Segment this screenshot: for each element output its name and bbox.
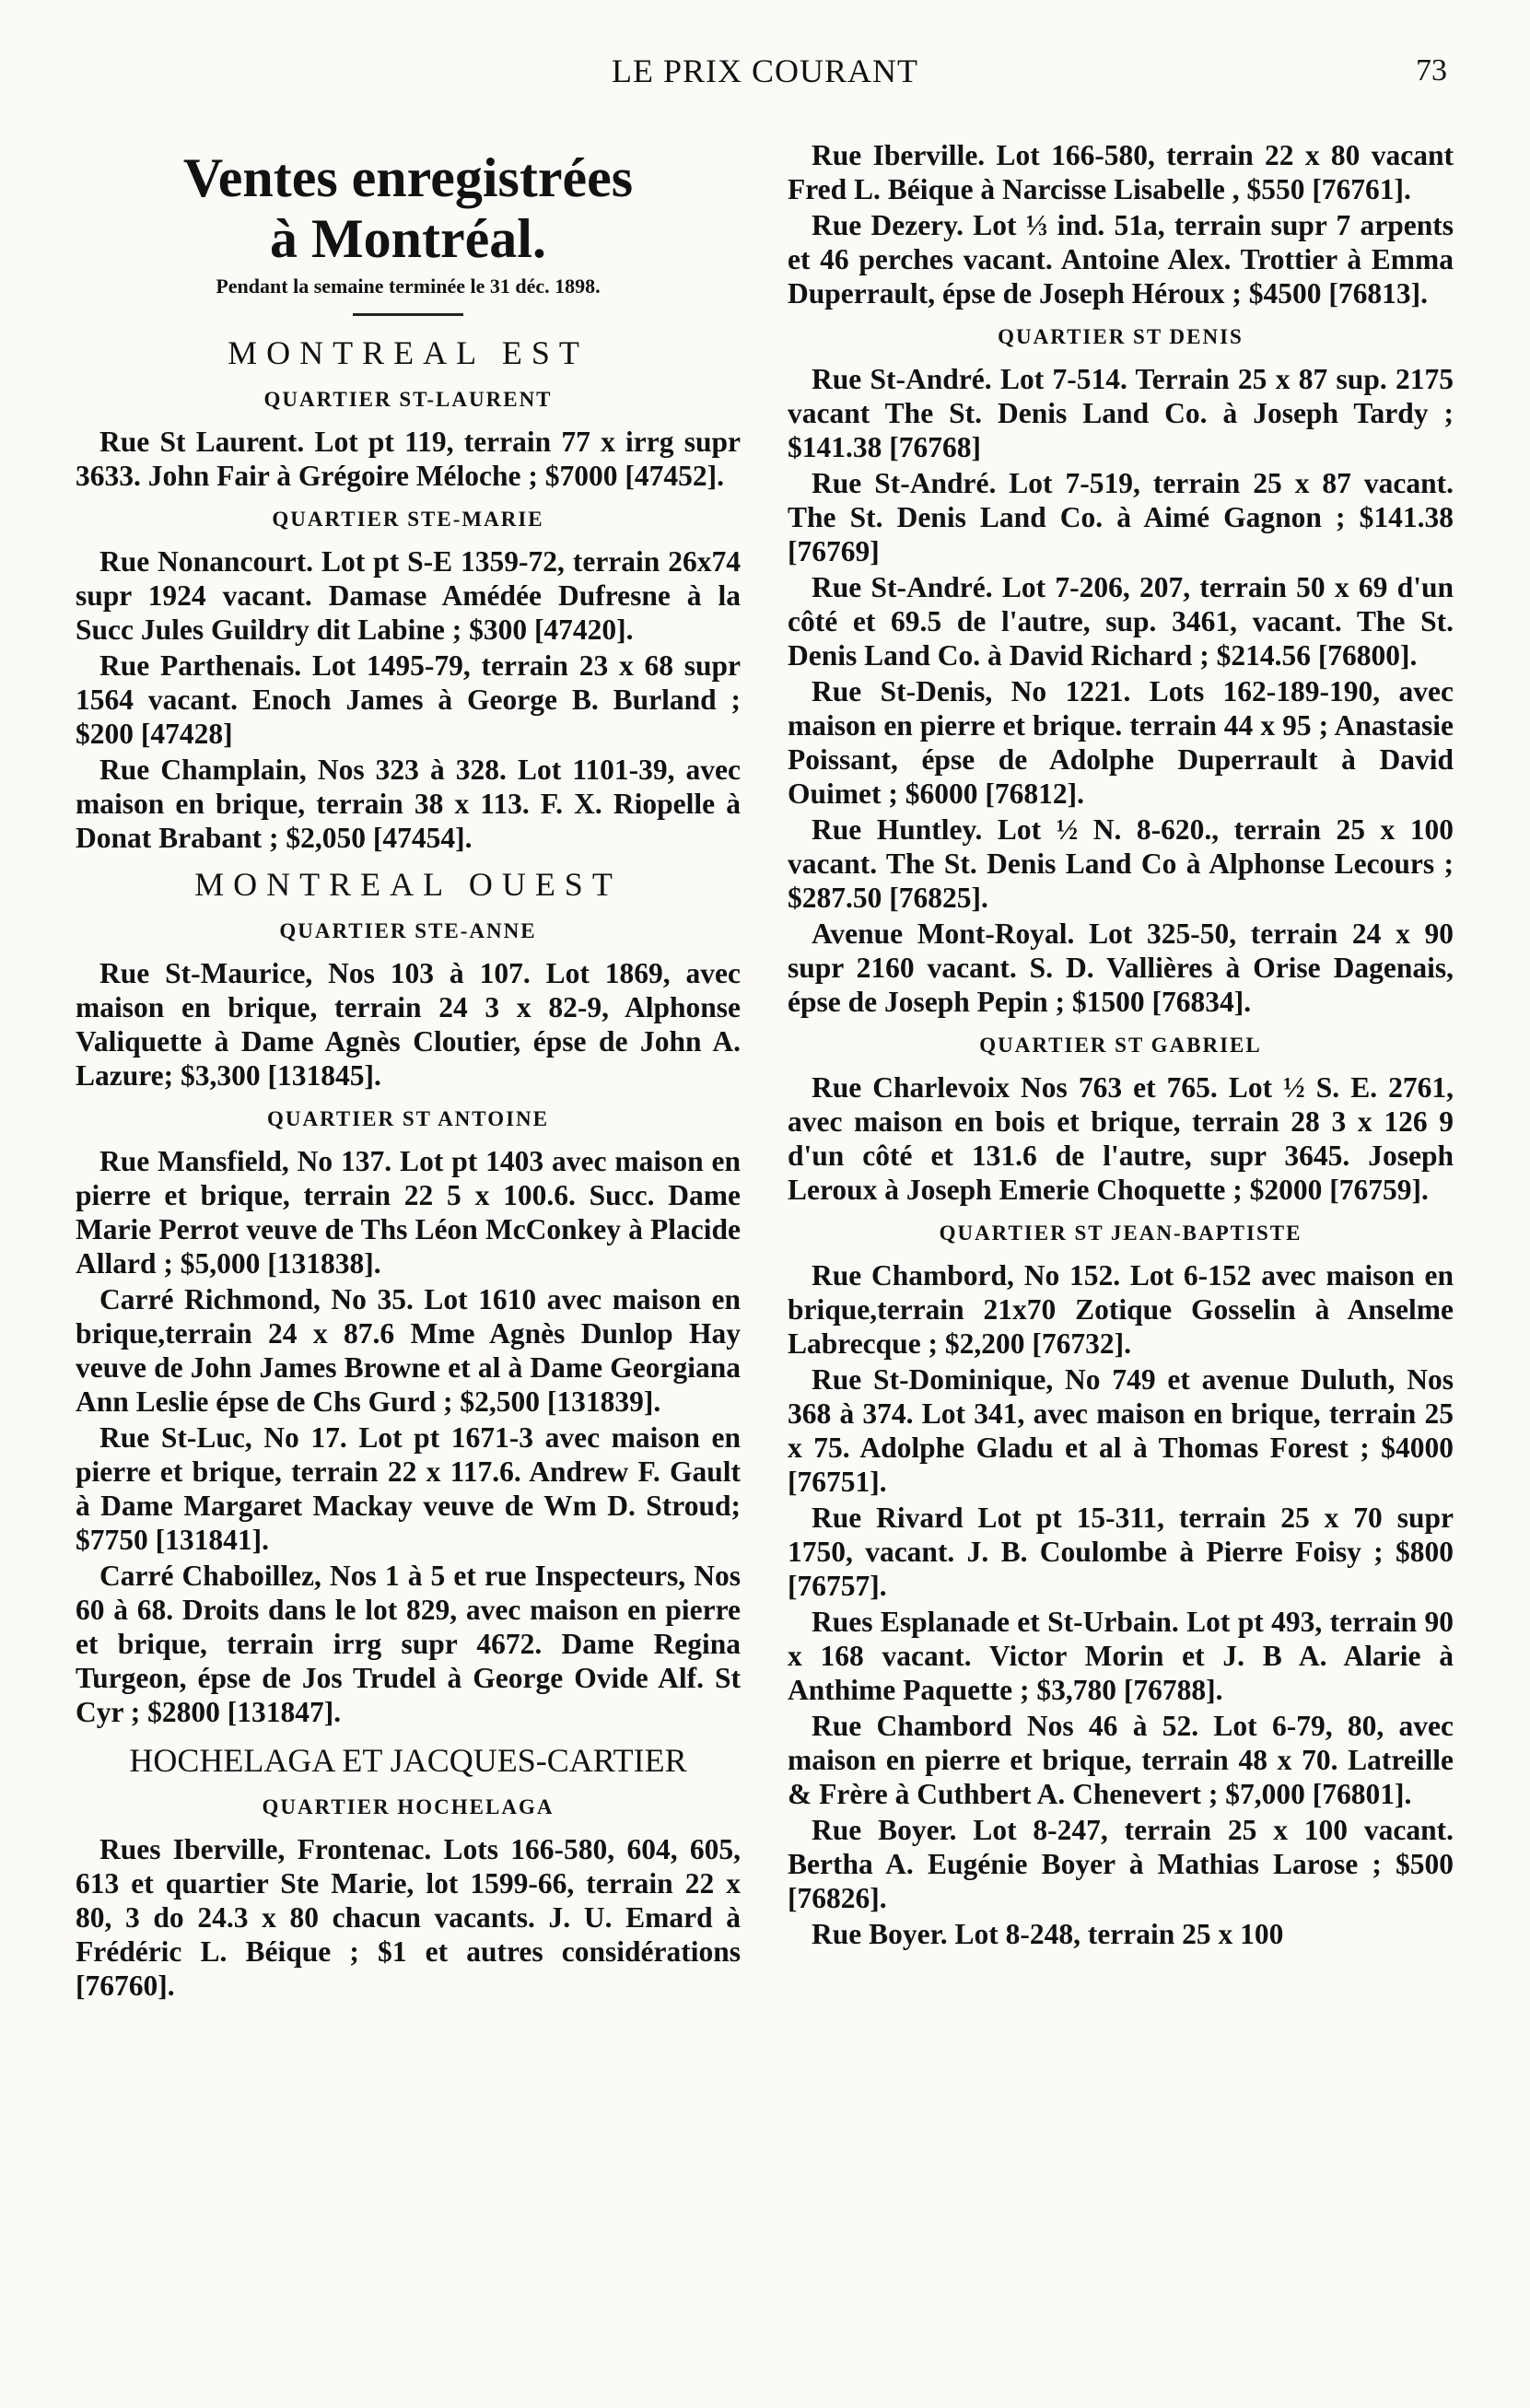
sale-entry: Rue St-Luc, No 17. Lot pt 1671-3 avec maison en pierre et brique, terrain 22 x 117.6. Andrew F. Gault à Dame Margaret Mackay veuve de Wm D. Stroud; $7750 [131841]. — [76, 1421, 741, 1556]
sale-entry: Rue Iberville. Lot 166-580, terrain 22 x 80 vacant Fred L. Béique à Narcisse Lisabelle , $550 [76761]. — [788, 139, 1454, 205]
sale-entry: Rue St-André. Lot 7-519, terrain 25 x 87 vacant. The St. Denis Land Co. à Aimé Gagnon ; $141.38 [76769] — [788, 467, 1454, 567]
quarter-heading: QUARTIER ST GABRIEL — [979, 1034, 1262, 1057]
sale-entry: Rue Mansfield, No 137. Lot pt 1403 avec maison en pierre et brique, terrain 22 5 x 100.6. Succ. Dame Marie Perrot veuve de Ths Léon McConkey à Placide Allard ; $5,000 [131838]. — [76, 1145, 741, 1280]
quarter-heading: QUARTIER ST ANTOINE — [266, 1107, 550, 1130]
area-heading: MONTREAL EST — [228, 334, 589, 371]
title-rule — [353, 313, 463, 316]
sale-entry: Rue St-Denis, No 1221. Lots 162-189-190, avec maison en pierre et brique. terrain 44 x 95 ; Anastasie Poissant, épse de Adolphe Duperrault à David Ouimet ; $6000 [76812]. — [788, 675, 1454, 810]
page-number: 73 — [1416, 53, 1447, 88]
sale-entry: Rue St-André. Lot 7-206, 207, terrain 50 x 69 d'un côté et 69.5 de l'autre, sup. 3461, vacant. The St. Denis Land Co. à David Richard ; $214.56 [76800]. — [788, 571, 1454, 672]
sale-entry: Carré Richmond, No 35. Lot 1610 avec maison en brique,terrain 24 x 87.6 Mme Agnès Dunlop Hay veuve de John James Browne et al à Dame Georgiana Ann Leslie épse de Chs Gurd ; $2,500 [131839]. — [76, 1283, 741, 1418]
sale-entry: Rue Chambord Nos 46 à 52. Lot 6-79, 80, avec maison en pierre et brique, terrain 48 x 70. Latreille & Frère à Cuthbert A. Chenevert ; $7,000 [76801]. — [788, 1710, 1454, 1810]
sale-entry: Rue Boyer. Lot 8-247, terrain 25 x 100 vacant. Bertha A. Eugénie Boyer à Mathias Larose ; $500 [76826]. — [788, 1814, 1454, 1914]
sale-entry: Rue Huntley. Lot ½ N. 8-620., terrain 25 x 100 vacant. The St. Denis Land Co à Alphonse Lecours ; $287.50 [76825]. — [788, 813, 1454, 914]
page-title: Ventes enregistrées — [182, 147, 634, 208]
sale-entry: Rue Champlain, Nos 323 à 328. Lot 1101-39, avec maison en brique, terrain 38 x 113. F. X. Riopelle à Donat Brabant ; $2,050 [47454]. — [76, 754, 741, 854]
sale-entry: Rue St Laurent. Lot pt 119, terrain 77 x irrg supr 3633. John Fair à Grégoire Méloche ; $7000 [47452]. — [76, 426, 741, 492]
quarter-heading: QUARTIER HOCHELAGA — [262, 1795, 555, 1818]
sale-entry: Rue Chambord, No 152. Lot 6-152 avec maison en brique,terrain 21x70 Zotique Gosselin à Anselme Labrecque ; $2,200 [76732]. — [788, 1259, 1454, 1360]
sale-entry: Rue St-Dominique, No 749 et avenue Duluth, Nos 368 à 374. Lot 341, avec maison en brique, terrain 25 x 75. Adolphe Gladu et al à Thomas Forest ; $4000 [76751]. — [788, 1363, 1454, 1498]
sale-entry: Rues Esplanade et St-Urbain. Lot pt 493, terrain 90 x 168 vacant. Victor Morin et J. B A. Alarie à Anthime Paquette ; $3,780 [76788]. — [788, 1606, 1454, 1706]
quarter-heading: QUARTIER STE-MARIE — [272, 508, 544, 531]
sale-entry: Rue Rivard Lot pt 15-311, terrain 25 x 70 supr 1750, vacant. J. B. Coulombe à Pierre Foisy ; $800 [76757]. — [788, 1502, 1454, 1602]
page-title-line2: à Montréal. — [270, 208, 546, 269]
sale-entry: Rue Dezery. Lot ⅓ ind. 51a, terrain supr 7 arpents et 46 perches vacant. Antoine Alex. Trottier à Emma Duperrault, épse de Joseph Héroux ; $4500 [76813]. — [788, 209, 1454, 310]
sale-entry: Avenue Mont-Royal. Lot 325-50, terrain 24 x 90 supr 2160 vacant. S. D. Vallières à Orise Dagenais, épse de Joseph Pepin ; $1500 [76834]. — [788, 918, 1454, 1018]
area-heading: MONTREAL OUEST — [194, 866, 622, 903]
quarter-heading: QUARTIER ST DENIS — [998, 325, 1244, 348]
quarter-heading: QUARTIER ST-LAURENT — [263, 388, 553, 411]
sale-entry: Rue Nonancourt. Lot pt S-E 1359-72, terrain 26x74 supr 1924 vacant. Damase Amédée Dufresne à la Succ Jules Guildry dit Labine ; $300 [47420]. — [76, 545, 741, 646]
area-heading: HOCHELAGA ET JACQUES-CARTIER — [129, 1742, 687, 1779]
period-subtitle: Pendant la semaine terminée le 31 déc. 1898. — [216, 275, 601, 298]
sale-entry: Rues Iberville, Frontenac. Lots 166-580, 604, 605, 613 et quartier Ste Marie, lot 1599-66, terrain 22 x 80, 3 do 24.3 x 80 chacun vacants. J. U. Emard à Frédéric L. Béique ; $1 et autres considérations [76760]. — [76, 1833, 741, 2002]
quarter-heading: QUARTIER ST JEAN-BAPTISTE — [939, 1222, 1302, 1245]
sale-entry: Rue St-Maurice, Nos 103 à 107. Lot 1869, avec maison en brique, terrain 24 3 x 82-9, Alphonse Valiquette à Dame Agnès Cloutier, épse de John A. Lazure; $3,300 [131845]. — [76, 957, 741, 1092]
quarter-heading: QUARTIER STE-ANNE — [279, 919, 537, 942]
right-column — [788, 138, 1454, 1953]
sale-entry: Carré Chaboillez, Nos 1 à 5 et rue Inspecteurs, Nos 60 à 68. Droits dans le lot 829, avec maison en pierre et brique, terrain irrg supr 4672. Dame Regina Turgeon, épse de Jos Trudel à George Ovide Alf. St Cyr ; $2800 [131847]. — [76, 1560, 741, 1728]
sale-entry: Rue Boyer. Lot 8-248, terrain 25 x 100 — [812, 1918, 1284, 1950]
running-title: LE PRIX COURANT — [611, 53, 918, 89]
sale-entry: Rue St-André. Lot 7-514. Terrain 25 x 87 sup. 2175 vacant The St. Denis Land Co. à Joseph Tardy ; $141.38 [76768] — [788, 363, 1454, 463]
left-column — [76, 138, 741, 2005]
page-header — [0, 42, 1530, 98]
sale-entry: Rue Parthenais. Lot 1495-79, terrain 23 x 68 supr 1564 vacant. Enoch James à George B. Burland ; $200 [47428] — [76, 649, 741, 750]
sale-entry: Rue Charlevoix Nos 763 et 765. Lot ½ S. E. 2761, avec maison en bois et brique, terrain 28 3 x 126 9 d'un côté et 131.6 de l'autre, supr 3645. Joseph Leroux à Joseph Emerie Choquette ; $2000 [76759]. — [788, 1071, 1454, 1206]
